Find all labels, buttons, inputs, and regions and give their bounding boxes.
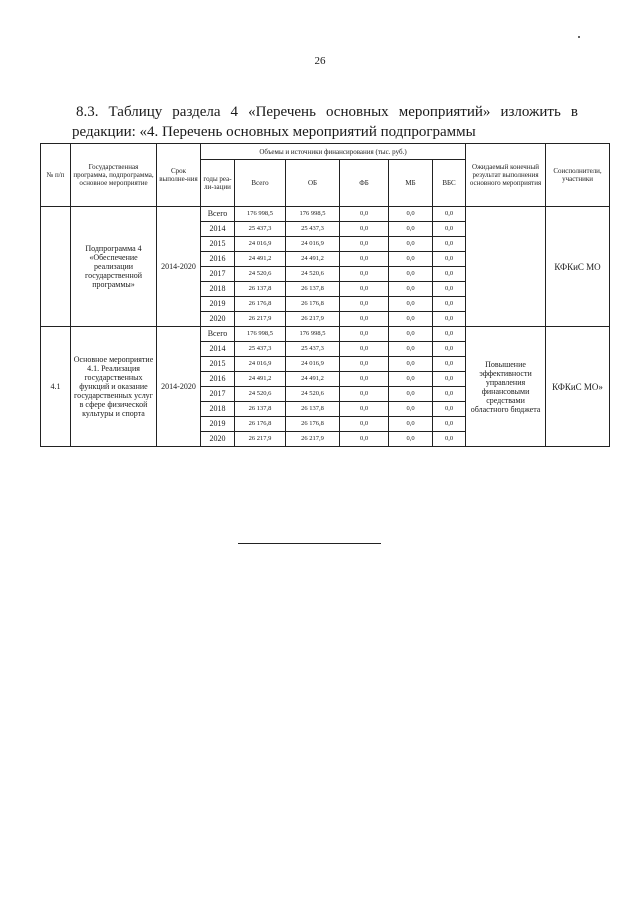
mb-cell: 0,0 (389, 237, 433, 252)
heading-word: 4 (230, 104, 239, 120)
fb-cell: 0,0 (340, 342, 389, 357)
year-cell: 2019 (201, 417, 235, 432)
ob-cell: 176 998,5 (286, 207, 340, 222)
mb-cell: 0,0 (389, 402, 433, 417)
year-cell: 2016 (201, 252, 235, 267)
program-name: Подпрограмма 4 «Обеспечение реализации государственной программы» (71, 207, 157, 327)
page-number: 26 (314, 55, 326, 67)
vbs-cell: 0,0 (433, 237, 466, 252)
year-cell: 2020 (201, 432, 235, 447)
year-cell: 2014 (201, 342, 235, 357)
vbs-cell: 0,0 (433, 387, 466, 402)
mb-cell: 0,0 (389, 357, 433, 372)
total-cell: 176 998,5 (235, 327, 286, 342)
ob-cell: 26 176,8 (286, 297, 340, 312)
ob-cell: 24 520,6 (286, 267, 340, 282)
heading-line-1 (76, 102, 578, 122)
header-fb: ФБ (340, 160, 389, 207)
vbs-cell: 0,0 (433, 327, 466, 342)
fb-cell: 0,0 (340, 357, 389, 372)
heading-word: «Перечень (248, 104, 316, 120)
heading-word: в (570, 104, 578, 120)
total-cell: 26 176,8 (235, 417, 286, 432)
total-cell: 26 176,8 (235, 297, 286, 312)
mb-cell: 0,0 (389, 297, 433, 312)
year-cell: 2015 (201, 237, 235, 252)
total-cell: 24 520,6 (235, 267, 286, 282)
mb-cell: 0,0 (389, 267, 433, 282)
total-cell: 26 217,9 (235, 432, 286, 447)
executors: КФКиС МО» (546, 327, 610, 447)
row-num: 4.1 (41, 327, 71, 447)
header-term: Срок выполне-ния (157, 144, 201, 207)
mb-cell: 0,0 (389, 207, 433, 222)
mb-cell: 0,0 (389, 432, 433, 447)
heading-word: основных (325, 104, 389, 120)
fb-cell: 0,0 (340, 222, 389, 237)
header-executors: Соисполнители, участники (546, 144, 610, 207)
heading-word: раздела (172, 104, 221, 120)
header-vbs: ВБС (433, 160, 466, 207)
ob-cell: 24 491,2 (286, 252, 340, 267)
fb-cell: 0,0 (340, 372, 389, 387)
heading-word: 8.3. (76, 104, 99, 120)
year-cell: Всего (201, 207, 235, 222)
header-program: Государственная программа, подпрограмма, основное мероприятие (71, 144, 157, 207)
ob-cell: 24 520,6 (286, 387, 340, 402)
table-row (41, 327, 610, 342)
year-cell: 2016 (201, 372, 235, 387)
header-years: годы реа-ли-зации (201, 160, 235, 207)
signature-line (238, 543, 381, 544)
total-cell: 24 016,9 (235, 357, 286, 372)
heading-word: мероприятий» (398, 104, 491, 120)
fb-cell: 0,0 (340, 207, 389, 222)
ob-cell: 24 491,2 (286, 372, 340, 387)
mb-cell: 0,0 (389, 417, 433, 432)
vbs-cell: 0,0 (433, 342, 466, 357)
total-cell: 26 137,8 (235, 282, 286, 297)
vbs-cell: 0,0 (433, 267, 466, 282)
fb-cell: 0,0 (340, 267, 389, 282)
year-cell: 2018 (201, 402, 235, 417)
fb-cell: 0,0 (340, 237, 389, 252)
heading-word: изложить (500, 104, 561, 120)
vbs-cell: 0,0 (433, 402, 466, 417)
table-row (41, 207, 610, 222)
header-result: Ожидаемый конечный результат выполнения основного мероприятия (466, 144, 546, 207)
fb-cell: 0,0 (340, 432, 389, 447)
header-ob: ОБ (286, 160, 340, 207)
year-cell: 2019 (201, 297, 235, 312)
ob-cell: 26 217,9 (286, 312, 340, 327)
mb-cell: 0,0 (389, 372, 433, 387)
fb-cell: 0,0 (340, 402, 389, 417)
heading-line-2: редакции: «4. Перечень основных мероприятий подпрограммы (72, 124, 476, 140)
heading-word: Таблицу (108, 104, 163, 120)
vbs-cell: 0,0 (433, 432, 466, 447)
fb-cell: 0,0 (340, 327, 389, 342)
total-cell: 24 520,6 (235, 387, 286, 402)
vbs-cell: 0,0 (433, 312, 466, 327)
table-body (41, 207, 610, 447)
fb-cell: 0,0 (340, 312, 389, 327)
vbs-cell: 0,0 (433, 357, 466, 372)
vbs-cell: 0,0 (433, 252, 466, 267)
mb-cell: 0,0 (389, 282, 433, 297)
term: 2014-2020 (157, 207, 201, 327)
term: 2014-2020 (157, 327, 201, 447)
total-cell: 26 137,8 (235, 402, 286, 417)
vbs-cell: 0,0 (433, 417, 466, 432)
total-cell: 176 998,5 (235, 207, 286, 222)
total-cell: 24 016,9 (235, 237, 286, 252)
total-cell: 24 491,2 (235, 372, 286, 387)
mb-cell: 0,0 (389, 387, 433, 402)
year-cell: Всего (201, 327, 235, 342)
fb-cell: 0,0 (340, 417, 389, 432)
mb-cell: 0,0 (389, 342, 433, 357)
ob-cell: 176 998,5 (286, 327, 340, 342)
year-cell: 2015 (201, 357, 235, 372)
total-cell: 26 217,9 (235, 312, 286, 327)
mb-cell: 0,0 (389, 312, 433, 327)
ob-cell: 26 137,8 (286, 282, 340, 297)
ob-cell: 24 016,9 (286, 237, 340, 252)
header-financing: Объемы и источники финансирования (тыс. руб.) (201, 144, 466, 160)
executors: КФКиС МО (546, 207, 610, 327)
vbs-cell: 0,0 (433, 222, 466, 237)
total-cell: 25 437,3 (235, 342, 286, 357)
mb-cell: 0,0 (389, 327, 433, 342)
ob-cell: 25 437,3 (286, 342, 340, 357)
total-cell: 24 491,2 (235, 252, 286, 267)
year-cell: 2020 (201, 312, 235, 327)
ob-cell: 24 016,9 (286, 357, 340, 372)
fb-cell: 0,0 (340, 282, 389, 297)
vbs-cell: 0,0 (433, 207, 466, 222)
ob-cell: 26 137,8 (286, 402, 340, 417)
vbs-cell: 0,0 (433, 372, 466, 387)
program-name: Основное мероприятие 4.1. Реализация государственных функций и оказание государственных услуг в сфере физической культуры и спорта (71, 327, 157, 447)
fb-cell: 0,0 (340, 297, 389, 312)
mb-cell: 0,0 (389, 222, 433, 237)
ob-cell: 26 217,9 (286, 432, 340, 447)
row-num (41, 207, 71, 327)
section-heading (72, 102, 578, 142)
vbs-cell: 0,0 (433, 297, 466, 312)
header-total: Всего (235, 160, 286, 207)
expected-result (466, 207, 546, 327)
total-cell: 25 437,3 (235, 222, 286, 237)
year-cell: 2018 (201, 282, 235, 297)
expected-result: Повышение эффективности управления финансовыми средствами областного бюджета (466, 327, 546, 447)
mb-cell: 0,0 (389, 252, 433, 267)
header-mb: МБ (389, 160, 433, 207)
activities-table (40, 143, 610, 447)
fb-cell: 0,0 (340, 252, 389, 267)
year-cell: 2014 (201, 222, 235, 237)
vbs-cell: 0,0 (433, 282, 466, 297)
fb-cell: 0,0 (340, 387, 389, 402)
year-cell: 2017 (201, 267, 235, 282)
ob-cell: 25 437,3 (286, 222, 340, 237)
header-num: № п/п (41, 144, 71, 207)
scan-speck (578, 36, 580, 38)
year-cell: 2017 (201, 387, 235, 402)
ob-cell: 26 176,8 (286, 417, 340, 432)
